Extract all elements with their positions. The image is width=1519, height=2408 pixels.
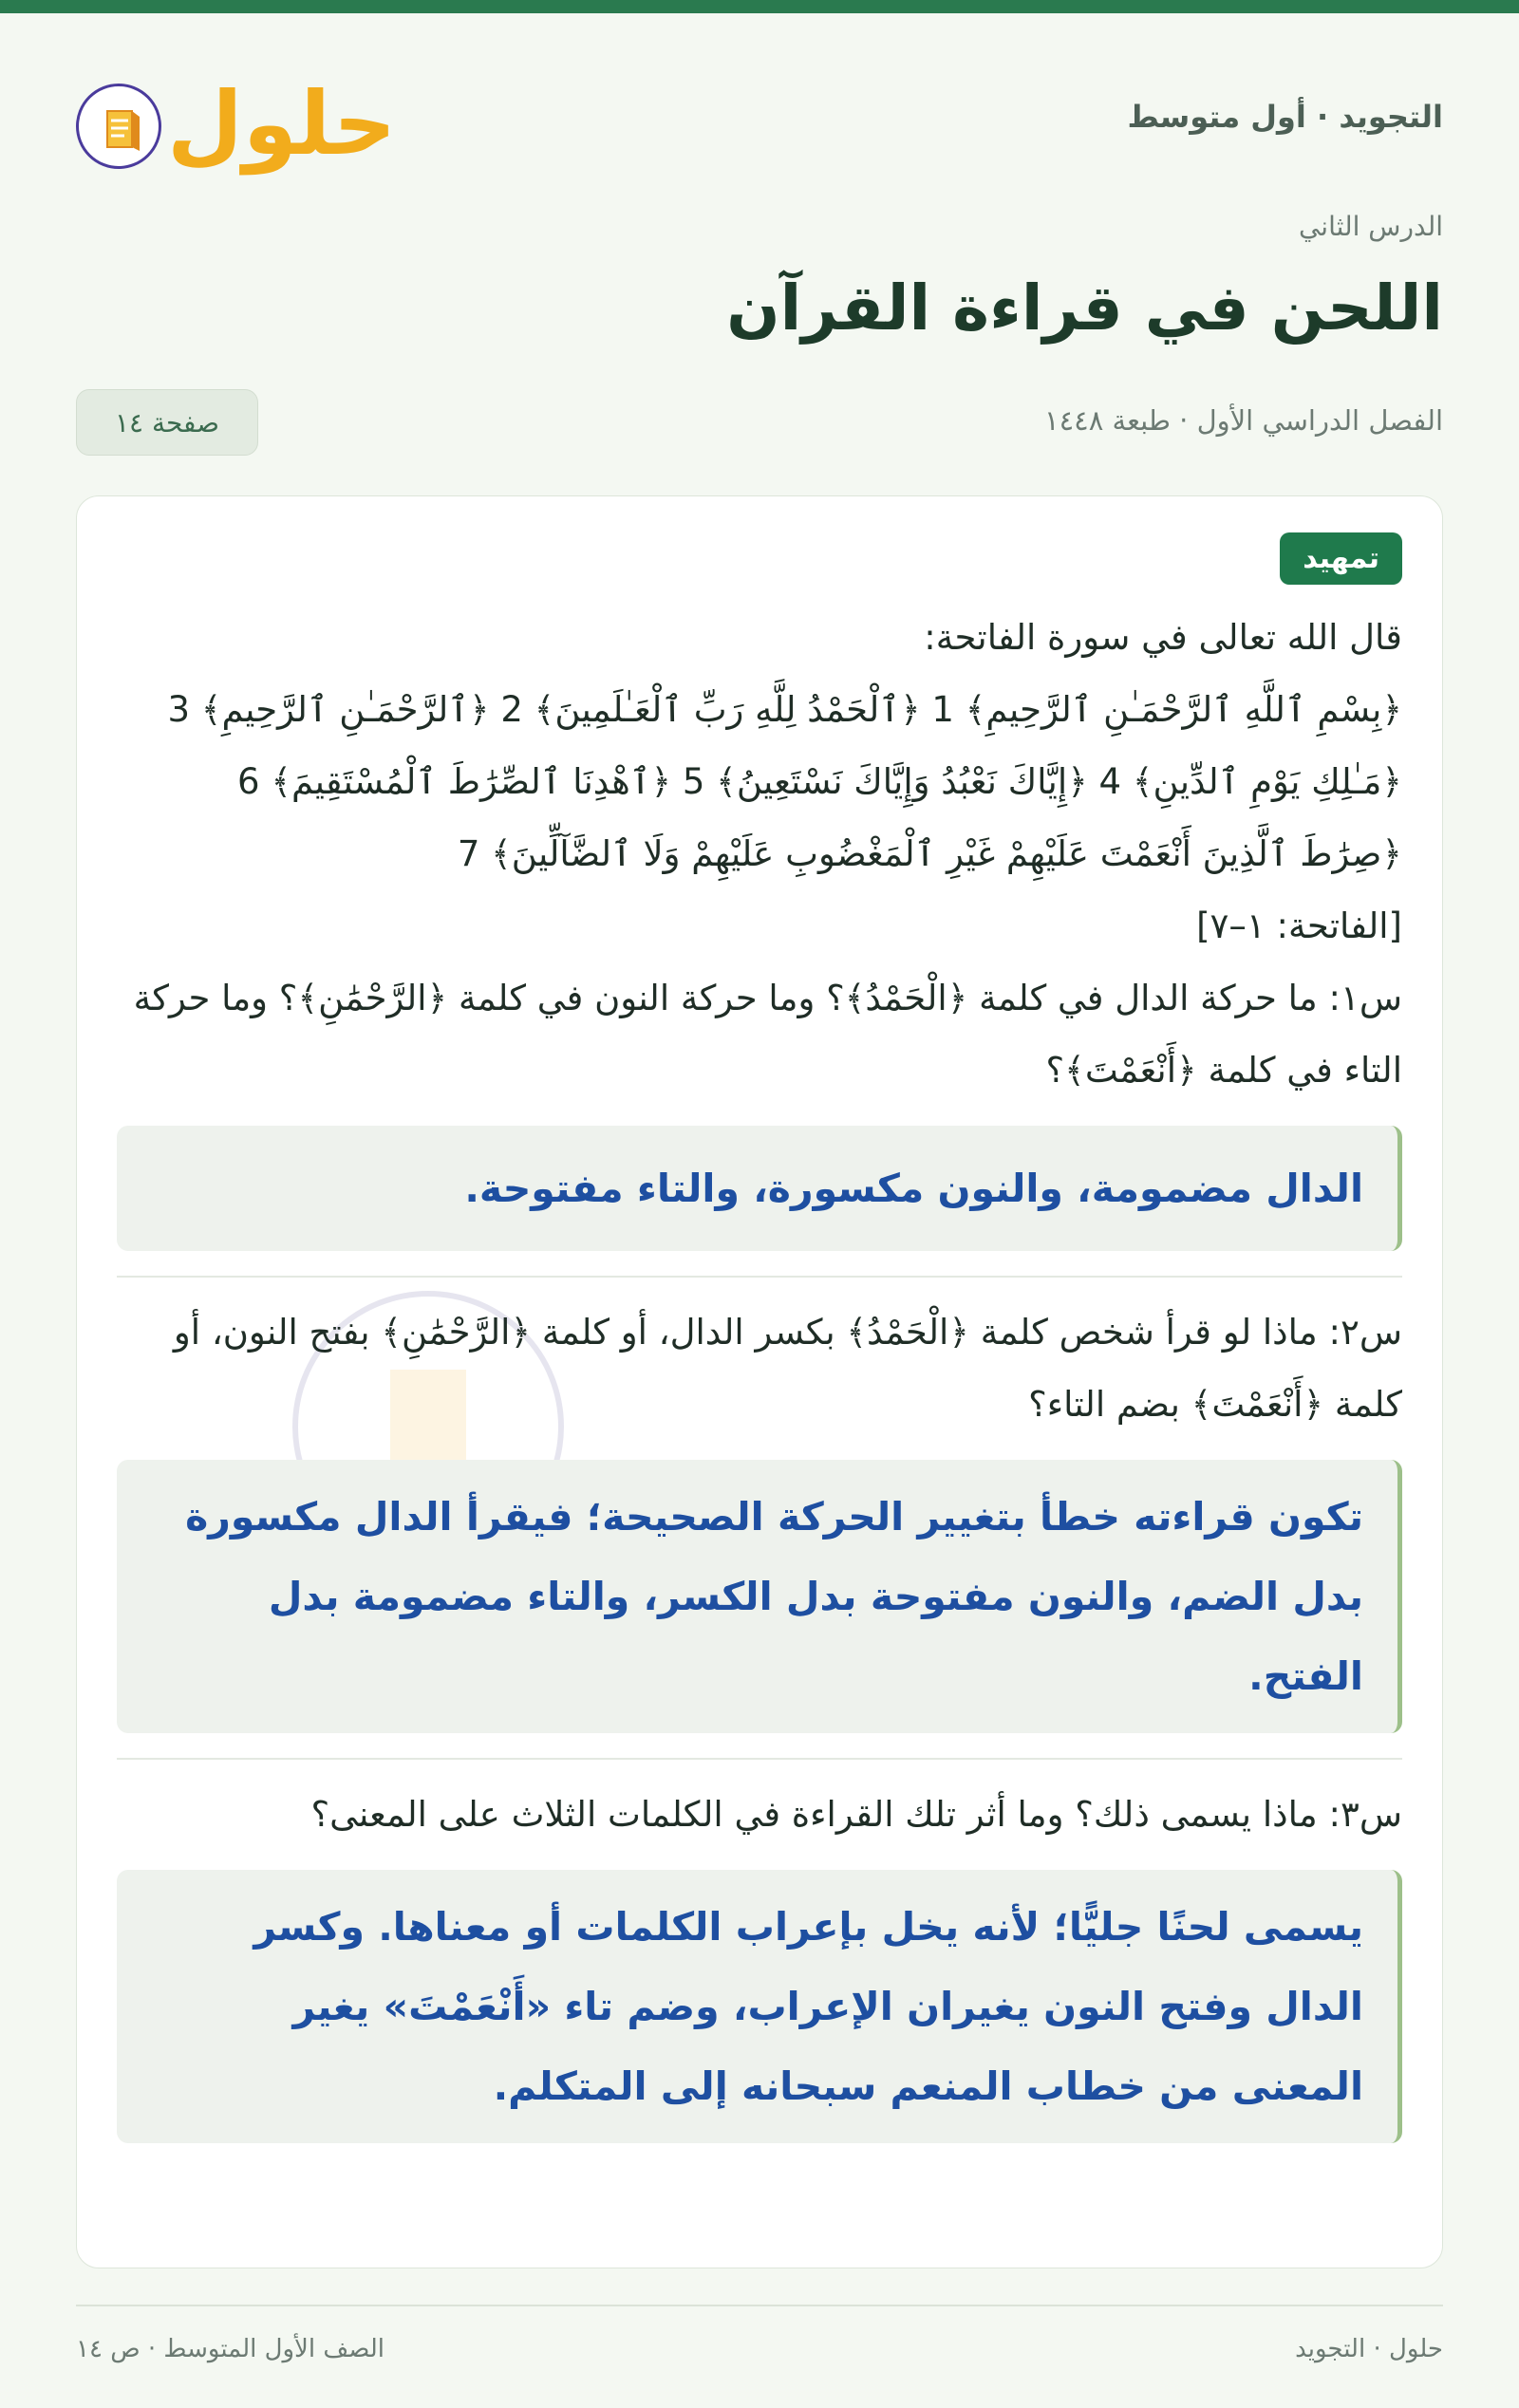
lesson-meta: الفصل الدراسي الأول · طبعة ١٤٤٨ <box>1044 404 1443 437</box>
answer-1: الدال مضمومة، والنون مكسورة، والتاء مفتوحة. <box>117 1126 1402 1251</box>
logo-book-icon <box>76 84 161 169</box>
verse-line-2: ﴿مَـٰلِكِ يَوْمِ ٱلدِّينِ﴾ 4 ﴿إِيَّاكَ نَعْبُدُ وَإِيَّاكَ نَسْتَعِينُ﴾ 5 ﴿ٱهْدِنَا ٱلصِّرَٰطَ ٱلْمُسْتَقِيمَ﴾ 6 <box>237 761 1402 802</box>
logo[interactable] <box>76 63 397 186</box>
footer-page-info: الصف الأول المتوسط · ص ١٤ <box>76 2335 384 2363</box>
answer-2: تكون قراءته خطأ بتغيير الحركة الصحيحة؛ فيقرأ الدال مكسورة بدل الضم، والنون مفتوحة بدل الكسر، والتاء مضمومة بدل الفتح. <box>117 1460 1402 1733</box>
divider <box>117 1758 1402 1760</box>
page-title: اللحن في قراءة القرآن <box>726 271 1443 345</box>
logo-wordmark: حلول <box>167 73 397 175</box>
question-3: س٣: ماذا يسمى ذلك؟ وما أثر تلك القراءة في الكلمات الثلاث على المعنى؟ <box>310 1794 1402 1835</box>
page-header <box>76 57 1443 199</box>
answer-3: يسمى لحنًا جليًّا؛ لأنه يخل بإعراب الكلمات أو معناها. وكسر الدال وفتح النون يغيران الإعراب، وضم تاء «أَنْعَمْتَ» يغير المعنى من خطاب المنعم سبحانه إلى المتكلم. <box>117 1870 1402 2143</box>
question-2: س٢: ماذا لو قرأ شخص كلمة ﴿الْحَمْدُ﴾ بكسر الدال، أو كلمة ﴿الرَّحْمَٰنِ﴾ بفتح النون، أو كلمة ﴿أَنْعَمْتَ﴾ بضم التاء؟ <box>173 1312 1402 1425</box>
intro-text: قال الله تعالى في سورة الفاتحة: <box>924 617 1402 658</box>
footer-brand: حلول · التجويد <box>1295 2335 1443 2363</box>
section-tag: تمهيد <box>1280 532 1402 585</box>
divider <box>117 1276 1402 1278</box>
lesson-card <box>76 495 1443 2268</box>
verse-line-3: ﴿صِرَٰطَ ٱلَّذِينَ أَنْعَمْتَ عَلَيْهِمْ غَيْرِ ٱلْمَغْضُوبِ عَلَيْهِمْ وَلَا ٱلضَّآلِّينَ﴾ 7 <box>457 833 1402 874</box>
verse-citation: [الفاتحة: ١–٧] <box>1196 905 1402 946</box>
top-accent-bar <box>0 0 1519 13</box>
footer-divider <box>76 2305 1443 2306</box>
lesson-number: الدرس الثاني <box>1298 211 1443 242</box>
page-number-badge: صفحة ١٤ <box>76 389 258 456</box>
subject-label: التجويد · أول متوسط <box>1127 99 1443 135</box>
question-1: س١: ما حركة الدال في كلمة ﴿الْحَمْدُ﴾؟ وما حركة النون في كلمة ﴿الرَّحْمَٰنِ﴾؟ وما حركة التاء في كلمة ﴿أَنْعَمْتَ﴾؟ <box>133 978 1402 1091</box>
verse-line-1: ﴿بِسْمِ ٱللَّهِ ٱلرَّحْمَـٰنِ ٱلرَّحِيمِ﴾ 1 ﴿ٱلْحَمْدُ لِلَّهِ رَبِّ ٱلْعَـٰلَمِينَ﴾ 2 ﴿ٱلرَّحْمَـٰنِ ٱلرَّحِيمِ﴾ 3 <box>167 689 1402 730</box>
